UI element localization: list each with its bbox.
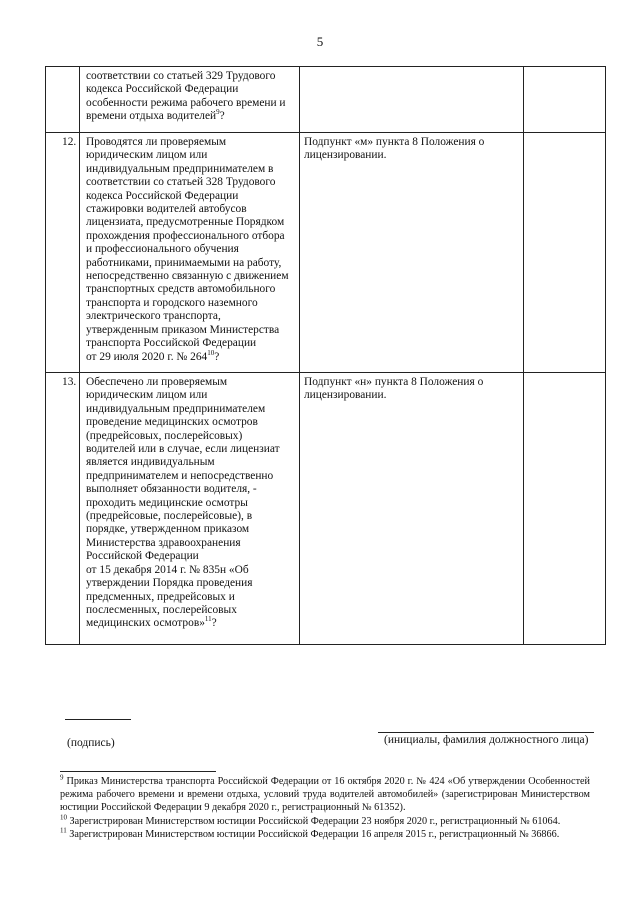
note-cell bbox=[524, 67, 606, 133]
question-cell bbox=[80, 67, 300, 133]
table-row bbox=[46, 67, 606, 133]
footnote-mark: 9 bbox=[60, 773, 64, 782]
footnote bbox=[60, 815, 590, 828]
footnote-text: Зарегистрирован Министерством юстиции Российской Федерации 23 ноября 2020 г., регистрационный № 61064. bbox=[67, 815, 561, 827]
reference-cell: Подпункт «н» пункта 8 Положения о лицензировании. bbox=[300, 373, 524, 645]
footnote bbox=[60, 828, 590, 841]
note-cell bbox=[524, 133, 606, 373]
note-cell bbox=[524, 373, 606, 645]
footnote-ref: 11 bbox=[204, 615, 212, 624]
page-number: 5 bbox=[316, 34, 324, 49]
question-end: ? bbox=[211, 617, 217, 630]
footnote-mark: 11 bbox=[60, 826, 67, 835]
question-text: Обеспечено ли проверяемым юридическим лицом или индивидуальным предпринимателем проведение медицинских осмотров (предрейсовых, послерейсовых) водителей или в случае, если лицензиат является индивидуальным предпринимателем и непосредственно выполняет обязанности водителя, - проходить медицинские осмотры (предрейсовые, послерейсовые), в порядке, утвержденном приказом Министерства здравоохранения Российской Федерации от 15 декабря 2014 г. № 835н «Об утверждении Порядка проведения предсменных, предрейсовых и послесменных, послерейсовых медицинских осмотров» bbox=[86, 376, 280, 630]
footnote-text: Приказ Министерства транспорта Российской Федерации от 16 октября 2020 г. № 424 «Об утверждении Особенностей режима рабочего времени и времени отдыха, условий труда водителей автомобилей» (зарегистрирован Министерством юстиции Российской Федерации 9 декабря 2020 г., регистрационный № 61352). bbox=[60, 776, 590, 814]
question-text: соответствии со статьей 329 Трудового кодекса Российской Федерации особенности режима рабочего времени и времени отдыха водителей bbox=[86, 70, 286, 123]
row-number: 13. bbox=[46, 373, 80, 645]
footnote bbox=[60, 775, 590, 815]
reference-cell: Подпункт «м» пункта 8 Положения о лицензировании. bbox=[300, 133, 524, 373]
checklist-table bbox=[45, 66, 606, 645]
row-number: 12. bbox=[46, 133, 80, 373]
question-end: ? bbox=[214, 350, 220, 363]
table-row bbox=[46, 373, 606, 645]
footnotes bbox=[60, 775, 590, 841]
row-number bbox=[46, 67, 80, 133]
question-text: Проводятся ли проверяемым юридическим лицом или индивидуальным предпринимателем в соответствии со статьей 328 Трудового кодекса Российской Федерации стажировки водителей автобусов лицензиата, предусмотренные Порядком прохождения профессионального отбора и профессионального обучения работниками, принимаемыми на работу, непосредственно связанную с движением транспортных средств автомобильного транспорта и городского наземного электрического транспорта, утвержденным приказом Министерства транспорта Российской Федерации от 29 июля 2020 г. № 264 bbox=[86, 136, 289, 363]
table-row bbox=[46, 133, 606, 373]
question-cell bbox=[80, 133, 300, 373]
footnote-mark: 10 bbox=[60, 813, 67, 822]
reference-cell bbox=[300, 67, 524, 133]
official-name-label: (инициалы, фамилия должностного лица) bbox=[384, 734, 589, 746]
question-cell bbox=[80, 373, 300, 645]
footnote-text: Зарегистрирован Министерством юстиции Российской Федерации 16 апреля 2015 г., регистрационный № 36866. bbox=[66, 828, 560, 840]
official-name-line bbox=[378, 732, 594, 733]
footnote-ref: 10 bbox=[207, 348, 215, 357]
question-end: ? bbox=[219, 110, 225, 123]
signature-label: (подпись) bbox=[67, 737, 115, 749]
signature-line bbox=[65, 719, 131, 720]
footnote-divider bbox=[60, 771, 216, 772]
footnote-ref: 9 bbox=[216, 108, 220, 117]
